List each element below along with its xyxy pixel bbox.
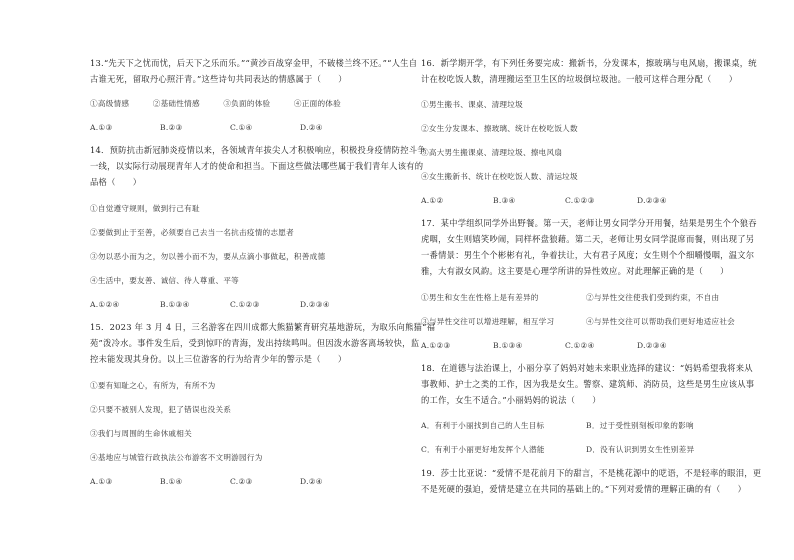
- q16-answer-d: D.②③④: [637, 196, 667, 205]
- q18-choice-c: C．有利于小丽更好地发挥个人潜能: [421, 445, 545, 454]
- q17-stem-line-1: 17．某中学组织同学外出野餐。第一天，老师让男女同学分开用餐，结果是男生个个狼吞: [421, 218, 757, 228]
- q17-option-3-text: ③与异性交往可以增进理解，相互学习: [421, 317, 555, 326]
- q15-option-4: ④基地应与城管行政执法公布游客不文明游园行为: [90, 453, 263, 462]
- q17-stem-line-3: 一番情景：男生个个彬彬有礼，争着扶让，大有君子风度；女生则个个细嚼慢咽，温文尔: [421, 250, 755, 260]
- q15-option-1: ①要有知耻之心，有所为，有所不为: [90, 381, 216, 390]
- q16-answers: [421, 195, 667, 206]
- q16-stem-line-2: 计在校吃饭人数，清理搬运至卫生区的垃圾倒垃圾池。一般可这样合理分配（ ）: [421, 74, 738, 84]
- q13-answer-d: D.②④: [300, 123, 323, 132]
- q17-answer-b: B.①③④: [493, 341, 523, 350]
- q18-stem-line-3: 的工作，女生不适合。”小丽妈妈的说法（ ）: [421, 395, 601, 405]
- q13-answer-b: B.②③: [160, 123, 183, 132]
- q16-answer-c: C.①②③: [565, 196, 595, 205]
- q16-answer-a: A.①②: [421, 196, 444, 205]
- q14-answer-c: C.①②③: [230, 300, 260, 309]
- q18-choices-row-2: [421, 444, 694, 455]
- q14-stem-line-1: 14．预防抗击新冠肺炎疫情以来，各领域青年拔尖人才积极响应，积极投身疫情防控斗争: [90, 145, 426, 155]
- q17-answer-c: C.①②④: [565, 341, 595, 350]
- q14-option-2: ②要做到止于至善，必须要自己去当一名抗击疫情的志愿者: [90, 228, 294, 237]
- q14-answer-a: A.①②④: [90, 300, 120, 309]
- q13-answer-a: A.①③: [90, 123, 113, 132]
- q14-option-3: ③勿以恶小而为之，勿以善小而不为，要从点滴小事做起，积善成德: [90, 252, 326, 261]
- q13-answer-c: C.①④: [230, 123, 253, 132]
- q15-stem-line-2: 苑”泼冷水。事件发生后，受到惊吓的青海，发出持续鸣叫。但因泼水游客离场较快，监: [90, 338, 420, 348]
- q16-option-1: ①男生搬书、课桌、清理垃圾: [421, 100, 523, 109]
- q18-choice-a: A．有利于小丽找到自己的人生目标: [421, 421, 545, 430]
- q15-option-3: ③我们与周围的生命休戚相关: [90, 429, 192, 438]
- q15-option-2: ②只要不被别人发现，犯了错误也没关系: [90, 405, 232, 414]
- q13-options: ①高级情感 ②基础性情感 ③负面的体验 ④正面的体验: [90, 99, 341, 108]
- q13-stem-line-1: 13.“先天下之忧而忧，后天下之乐而乐。”“黄沙百战穿金甲，不破楼兰终不还。”“人生自: [90, 58, 418, 68]
- q17-option-1: [421, 292, 719, 303]
- q17-option-3: [421, 316, 735, 327]
- q17-answer-a: A.①②③: [421, 341, 451, 350]
- q14-option-4: ④生活中，要友善、诚信、待人尊重、平等: [90, 276, 240, 285]
- q15-answer-b: B.①④: [160, 477, 183, 486]
- q14-stem-line-2: 一线，以实际行动展现青年人才的使命和担当。下面这些做法哪些属于我们青年人该有的: [90, 161, 424, 171]
- q17-option-1-text: ①男生和女生在性格上是有差异的: [421, 293, 539, 302]
- q16-answer-b: B.③④: [493, 196, 516, 205]
- q15-answer-a: A.①③: [90, 477, 113, 486]
- q19-stem-line-2: 不是死硬的强迫，爱情是建立在共同的基础上的。”下列对爱情的理解正确的有（ ）: [421, 484, 747, 494]
- q16-option-2: ②女生分发课本、擦玻璃、统计在校吃饭人数: [421, 124, 578, 133]
- q14-option-1: ①自觉遵守规则，做到行己有耻: [90, 204, 200, 213]
- q14-stem-line-3: 品格（ ）: [90, 177, 142, 187]
- q17-answers: [421, 340, 667, 351]
- q17-option-2-text: ②与异性交往使我们受到约束，不自由: [586, 293, 720, 302]
- q15-answer-d: D.②④: [300, 477, 323, 486]
- q17-stem-line-2: 虎咽，女生则嬉笑吵闹，同样杯盘狼藉。第二天，老师让男女同学混席而餐，则出现了另: [421, 234, 755, 244]
- q16-option-4: ④女生搬新书、统计在校吃饭人数、清运垃圾: [421, 172, 578, 181]
- q18-stem-line-1: 18．在道德与法治课上，小丽分享了妈妈对她未来职业选择的建议：“妈妈希望我将来从: [421, 363, 753, 373]
- q15-answer-c: C.②③: [230, 477, 253, 486]
- q16-option-3: ③高大男生搬课桌、清理垃圾、擦电风扇: [421, 148, 563, 157]
- q13-answers: [90, 122, 323, 133]
- q16-stem-line-1: 16．新学期开学，有下列任务要完成：搬新书，分发课本，擦玻璃与电风扇，搬课桌，统: [421, 58, 757, 68]
- q17-answer-d: D.②③④: [637, 341, 667, 350]
- q14-answer-b: B.①③④: [160, 300, 190, 309]
- q15-stem-line-3: 控未能发现其身份。以上三位游客的行为给青少年的警示是（ ）: [90, 354, 347, 364]
- q17-option-4-text: ④与异性交往可以帮助我们更好地适应社会: [586, 317, 736, 326]
- q18-choice-b: B．过于受性别刻板印象的影响: [586, 421, 694, 430]
- q17-stem-line-4: 雅，大有淑女风韵。这主要是心理学所讲的异性效应。对此理解正确的是（ ）: [421, 266, 729, 276]
- q15-stem-line-1: 15．2023 年 3 月 4 日，三名游客在四川成都大熊猫繁育研究基地游玩，为取乐向熊猫“福: [90, 322, 436, 332]
- q19-stem-line-1: 19．莎士比亚说：“爱情不是花前月下的甜言，不是桃花源中的呓语，不是轻率的眼泪，更: [421, 468, 762, 478]
- q15-answers: [90, 476, 323, 487]
- q18-choice-d: D．没有认识到男女生性别差异: [586, 445, 695, 454]
- q13-stem-line-2: 古谁无死，留取丹心照汗青。”这些诗句共同表达的情感属于（ ）: [90, 74, 347, 84]
- q18-stem-line-2: 事教师、护士之类的工作，因为我是女生。警察、建筑师、消防员，这些是男生应该从事: [421, 379, 755, 389]
- q14-answers: [90, 299, 330, 310]
- q18-choices-row-1: [421, 420, 694, 431]
- q14-answer-d: D.②③④: [300, 300, 330, 309]
